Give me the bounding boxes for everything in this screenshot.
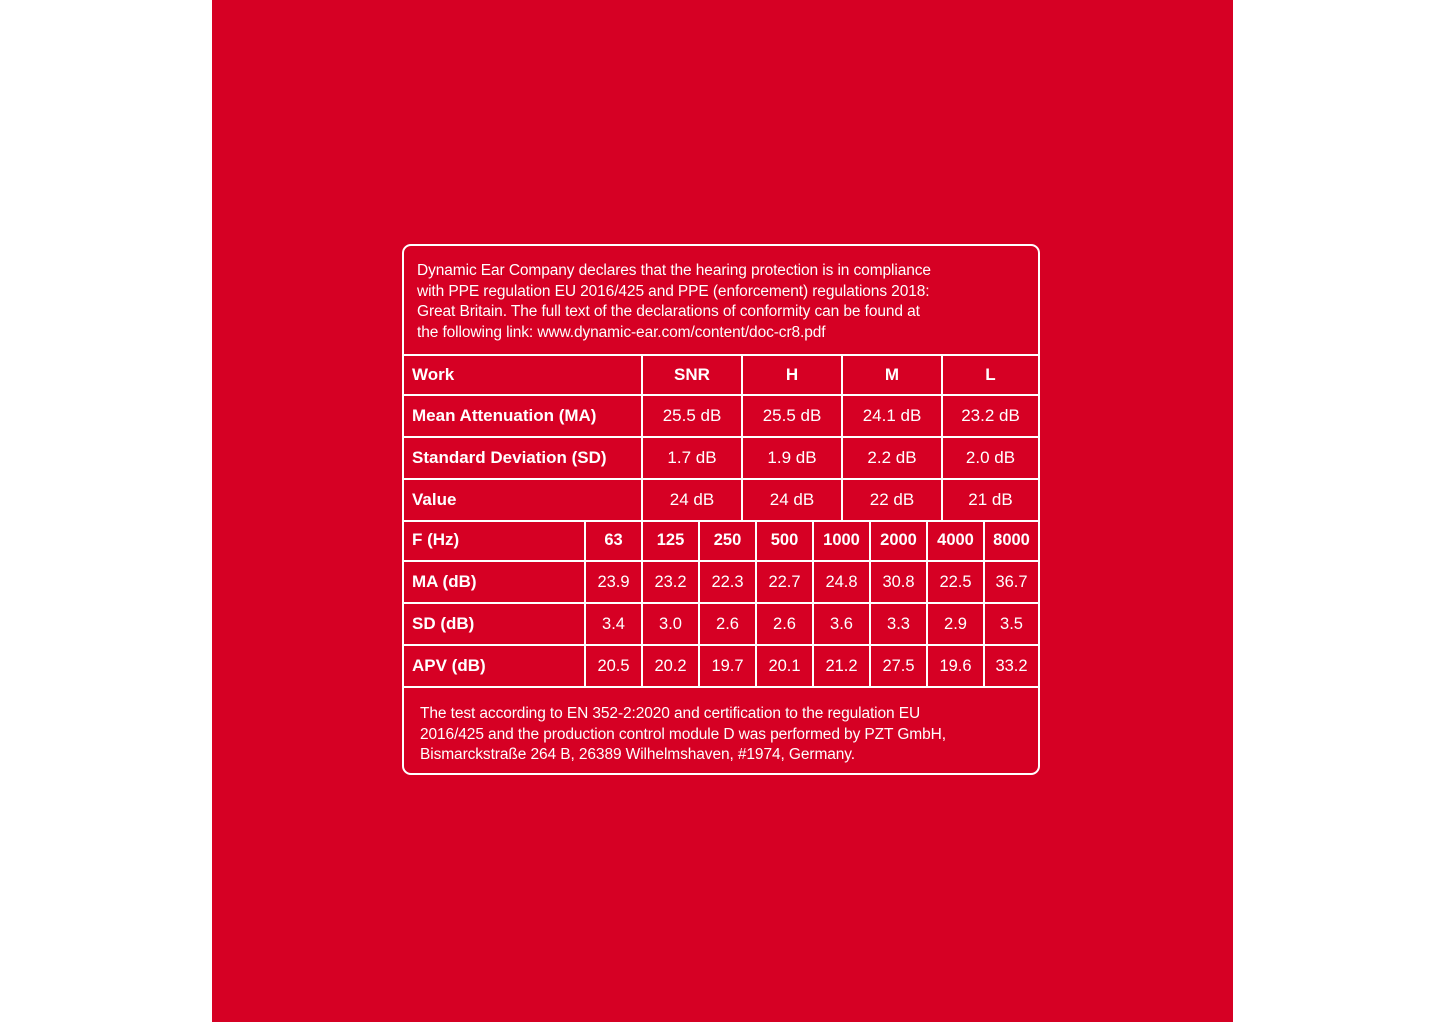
- declaration-line: the following link: www.dynamic-ear.com/content/doc-cr8.pdf: [417, 323, 826, 341]
- certification-line: 2016/425 and the production control module D was performed by PZT GmbH,: [420, 725, 946, 743]
- header-l: L: [941, 356, 1038, 394]
- value-cell: 3.4: [584, 604, 641, 644]
- value-cell: 1.9 dB: [741, 438, 841, 478]
- frequency-cell: 500: [755, 520, 812, 560]
- hearing-protection-info-card: [402, 244, 1040, 775]
- value-cell: 36.7: [983, 562, 1038, 602]
- value-cell: 2.2 dB: [841, 438, 941, 478]
- row-label: Mean Attenuation (MA): [412, 406, 597, 425]
- value-cell: 2.6: [755, 604, 812, 644]
- row-label: APV (dB): [412, 656, 486, 675]
- value-cell: 23.9: [584, 562, 641, 602]
- frequency-cell: 250: [698, 520, 755, 560]
- declaration-line: Great Britain. The full text of the declarations of conformity can be found at: [417, 303, 920, 320]
- value-cell: 20.1: [755, 646, 812, 686]
- attenuation-summary-table: [404, 354, 1038, 522]
- value-cell: 23.2: [641, 562, 698, 602]
- conformity-declaration-text: [404, 246, 1038, 354]
- value-cell: 23.2 dB: [941, 396, 1038, 436]
- value-cell: 3.6: [812, 604, 869, 644]
- value-cell: 2.0 dB: [941, 438, 1038, 478]
- summary-row-sd: [404, 438, 1038, 480]
- certification-line: The test according to EN 352-2:2020 and certification to the regulation EU: [420, 705, 921, 722]
- frequency-row-sd: [404, 604, 1038, 646]
- value-cell: 27.5: [869, 646, 926, 686]
- certification-text: [404, 690, 1038, 766]
- frequency-cell: 4000: [926, 520, 983, 560]
- value-cell: 22.5: [926, 562, 983, 602]
- value-cell: 21 dB: [941, 480, 1038, 520]
- summary-row-value: [404, 480, 1038, 522]
- row-label: Value: [412, 490, 457, 509]
- value-cell: 22.3: [698, 562, 755, 602]
- value-cell: 2.6: [698, 604, 755, 644]
- frequency-cell: 1000: [812, 520, 869, 560]
- value-cell: 21.2: [812, 646, 869, 686]
- summary-row-ma: [404, 396, 1038, 438]
- value-cell: 24.1 dB: [841, 396, 941, 436]
- header-m: M: [841, 356, 941, 394]
- red-background-panel: [212, 0, 1233, 1022]
- value-cell: 24.8: [812, 562, 869, 602]
- value-cell: 22.7: [755, 562, 812, 602]
- header-snr: SNR: [641, 356, 741, 394]
- frequency-cell: 2000: [869, 520, 926, 560]
- value-cell: 22 dB: [841, 480, 941, 520]
- value-cell: 24 dB: [641, 480, 741, 520]
- value-cell: 1.7 dB: [641, 438, 741, 478]
- declaration-line: Dynamic Ear Company declares that the hearing protection is in compliance: [417, 262, 931, 279]
- row-label: MA (dB): [412, 572, 477, 591]
- value-cell: 3.3: [869, 604, 926, 644]
- frequency-row-ma: [404, 562, 1038, 604]
- frequency-cell: 63: [584, 520, 641, 560]
- value-cell: 19.7: [698, 646, 755, 686]
- value-cell: 33.2: [983, 646, 1038, 686]
- header-frequency: F (Hz): [412, 530, 460, 549]
- frequency-row-apv: [404, 646, 1038, 688]
- frequency-attenuation-table: [404, 520, 1038, 688]
- frequency-cell: 125: [641, 520, 698, 560]
- value-cell: 30.8: [869, 562, 926, 602]
- header-work: Work: [412, 365, 455, 384]
- value-cell: 25.5 dB: [741, 396, 841, 436]
- certification-line: Bismarckstraße 264 B, 26389 Wilhelmshaven, #1974, Germany.: [420, 746, 856, 763]
- value-cell: 3.0: [641, 604, 698, 644]
- row-label: SD (dB): [412, 614, 475, 633]
- value-cell: 3.5: [983, 604, 1038, 644]
- row-label: Standard Deviation (SD): [412, 448, 607, 467]
- header-h: H: [741, 356, 841, 394]
- value-cell: 25.5 dB: [641, 396, 741, 436]
- declaration-line: with PPE regulation EU 2016/425 and PPE (enforcement) regulations 2018:: [417, 282, 930, 300]
- value-cell: 19.6: [926, 646, 983, 686]
- frequency-cell: 8000: [983, 520, 1038, 560]
- summary-header-row: [404, 356, 1038, 396]
- value-cell: 20.2: [641, 646, 698, 686]
- value-cell: 2.9: [926, 604, 983, 644]
- frequency-header-row: [404, 520, 1038, 562]
- value-cell: 20.5: [584, 646, 641, 686]
- value-cell: 24 dB: [741, 480, 841, 520]
